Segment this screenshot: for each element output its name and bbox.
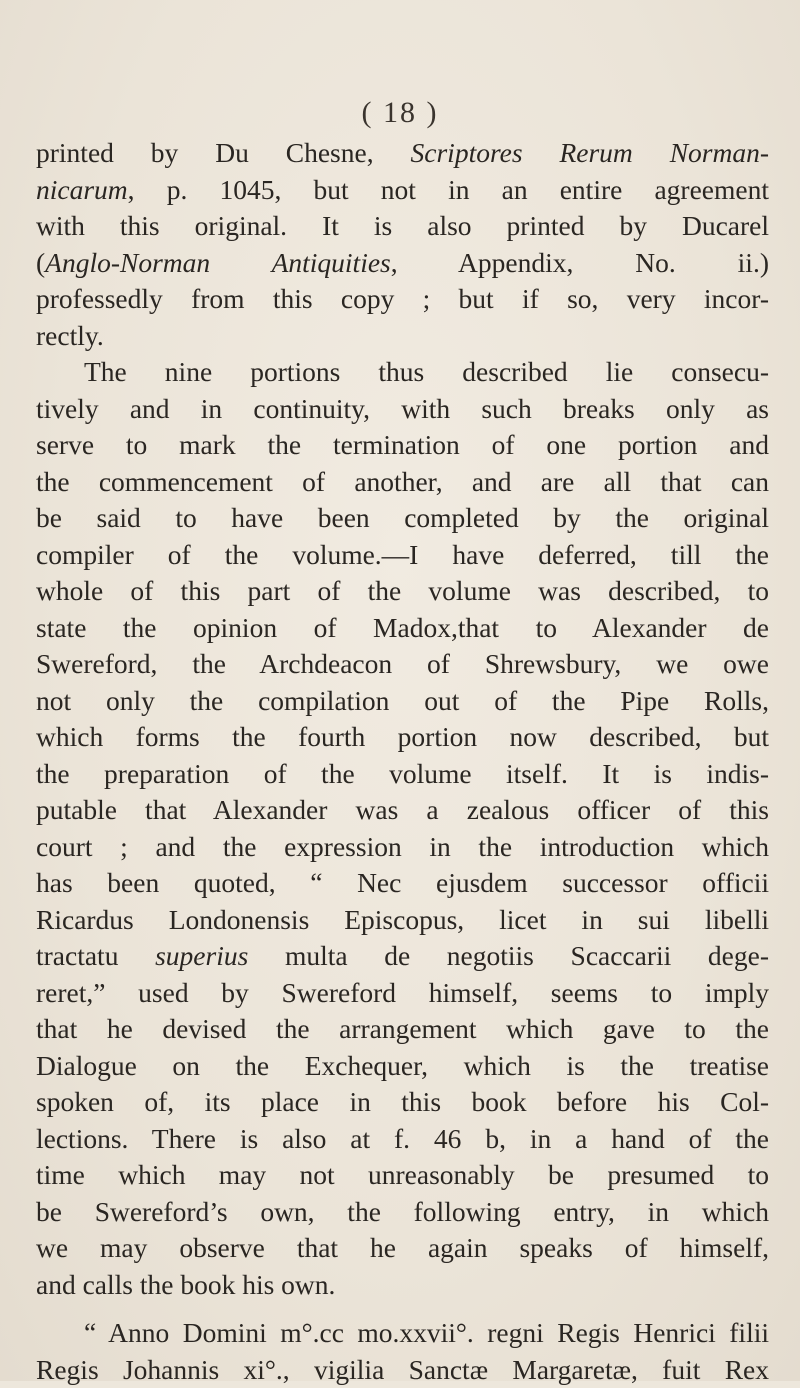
text-line: printed by Du Chesne, Scriptores Rerum Norman- [36, 135, 769, 172]
text-line: the preparation of the volume itself. It is indis- [36, 756, 769, 793]
body-text [36, 135, 769, 1388]
paragraph-1 [36, 135, 769, 354]
text-line: whole of this part of the volume was described, to [36, 573, 769, 610]
text-line: Swereford, the Archdeacon of Shrewsbury, we owe [36, 646, 769, 683]
text-line: which forms the fourth portion now described, but [36, 719, 769, 756]
text-line: Regis Johannis xi°., vigilia Sanctæ Margaretæ, fuit Rex [36, 1352, 769, 1388]
text-line: court ; and the expression in the introduction which [36, 829, 769, 866]
text-line: and calls the book his own. [36, 1267, 769, 1304]
quotation-paragraph [36, 1315, 769, 1388]
text-line: reret,” used by Swereford himself, seems to imply [36, 975, 769, 1012]
text-line: professedly from this copy ; but if so, very incor- [36, 281, 769, 318]
text-line: that he devised the arrangement which gave to the [36, 1011, 769, 1048]
text-line: with this original. It is also printed by Ducarel [36, 208, 769, 245]
text-line: serve to mark the termination of one portion and [36, 427, 769, 464]
paragraph-2 [36, 354, 769, 1303]
text-line: we may observe that he again speaks of himself, [36, 1230, 769, 1267]
text-line: lections. There is also at f. 46 b, in a hand of the [36, 1121, 769, 1158]
text-line: not only the compilation out of the Pipe Rolls, [36, 683, 769, 720]
text-line: tractatu superius multa de negotiis Scaccarii dege- [36, 938, 769, 975]
text-line: putable that Alexander was a zealous officer of this [36, 792, 769, 829]
text-line: has been quoted, “ Nec ejusdem successor officii [36, 865, 769, 902]
text-line: “ Anno Domini m°.cc mo.xxvii°. regni Regis Henrici filii [36, 1315, 769, 1352]
text-line: compiler of the volume.—I have deferred, till the [36, 537, 769, 574]
text-line: state the opinion of Madox,that to Alexander de [36, 610, 769, 647]
text-line: the commencement of another, and are all that can [36, 464, 769, 501]
text-line: (Anglo-Norman Antiquities, Appendix, No. ii.) [36, 245, 769, 282]
text-line: Ricardus Londonensis Episcopus, licet in sui libelli [36, 902, 769, 939]
text-line: be Swereford’s own, the following entry, in which [36, 1194, 769, 1231]
text-line: spoken of, its place in this book before his Col- [36, 1084, 769, 1121]
text-line: time which may not unreasonably be presumed to [36, 1157, 769, 1194]
page-number: ( 18 ) [0, 96, 800, 130]
text-line: The nine portions thus described lie consecu- [36, 354, 769, 391]
text-line: rectly. [36, 318, 769, 355]
text-line: tively and in continuity, with such breaks only as [36, 391, 769, 428]
text-line: nicarum, p. 1045, but not in an entire agreement [36, 172, 769, 209]
text-line: be said to have been completed by the original [36, 500, 769, 537]
text-line: Dialogue on the Exchequer, which is the treatise [36, 1048, 769, 1085]
